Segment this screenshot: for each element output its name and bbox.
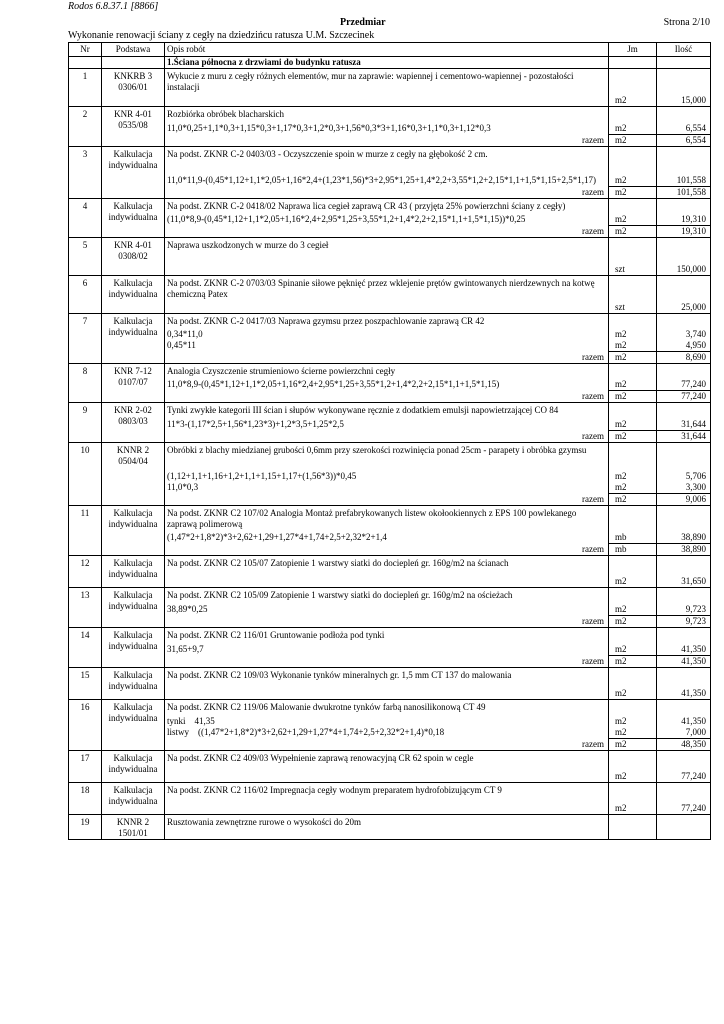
item-basis: KNNR 2 1501/01: [102, 815, 165, 840]
item-unit: [609, 700, 657, 717]
table-row: [69, 276, 711, 303]
item-number: 4: [69, 199, 102, 238]
program-version: Rodos 6.8.37.1 [8866]: [68, 1, 159, 12]
calc-unit: m2: [609, 431, 657, 443]
calc-quantity: 5,706: [657, 471, 711, 482]
table-row: [69, 364, 711, 380]
calc-quantity: 6,554: [657, 135, 711, 147]
calc-unit: m2: [609, 771, 657, 783]
column-header-opis: Opis robót: [165, 43, 609, 57]
calc-unit: m2: [609, 340, 657, 352]
page-number: Strona 2/10: [663, 17, 710, 28]
item-unit: [609, 107, 657, 124]
item-quantity: [657, 815, 711, 840]
sum-label: razem: [165, 616, 609, 628]
calc-row: [69, 727, 711, 739]
calc-quantity: 31,650: [657, 576, 711, 588]
item-description: Na podst. ZKNR C-2 0403/03 - Oczyszczenie spoin w murze z cegły na głębokość 2 cm.: [165, 147, 609, 176]
calc-unit: m2: [609, 494, 657, 506]
calc-row: [69, 604, 711, 616]
item-number: 9: [69, 403, 102, 443]
calc-formula: 11,0*0,25+1,1*0,3+1,15*0,3+1,17*0,3+1,2*0,3+1,56*0,3*3+1,16*0,3+1,1*0,3+1,12*0,3: [165, 123, 609, 135]
project-title: Wykonanie renowacji ściany z cegły na dziedzińcu ratusza U.M. Szczecinek: [68, 30, 375, 41]
column-header-podstawa: Podstawa: [102, 43, 165, 57]
table-row: [69, 314, 711, 330]
calc-unit: m2: [609, 123, 657, 135]
calc-unit: m2: [609, 135, 657, 147]
table-row: [69, 238, 711, 265]
item-basis: KNR 7-12 0107/07: [102, 364, 165, 403]
item-unit: [609, 276, 657, 303]
sum-label: razem: [165, 391, 609, 403]
calc-quantity: 19,310: [657, 226, 711, 238]
table-row: [69, 628, 711, 645]
item-number: 17: [69, 751, 102, 783]
item-quantity: [657, 751, 711, 772]
calc-row: [69, 419, 711, 431]
item-number: 15: [69, 668, 102, 700]
calc-unit: m2: [609, 656, 657, 668]
calc-quantity: 38,890: [657, 532, 711, 544]
calc-quantity: 38,890: [657, 544, 711, 556]
calc-quantity: 9,723: [657, 604, 711, 616]
calc-quantity: 101,558: [657, 187, 711, 199]
sum-row: [69, 187, 711, 199]
column-header-jm: Jm: [609, 43, 657, 57]
section-row: [69, 57, 711, 69]
item-basis: KNKRB 3 0306/01: [102, 69, 165, 107]
item-description: Rusztowania zewnętrzne rurowe o wysokości do 20m: [165, 815, 609, 840]
calc-formula: [165, 688, 609, 700]
item-quantity: [657, 668, 711, 689]
item-number: 13: [69, 588, 102, 628]
calc-formula: [165, 95, 609, 107]
calc-unit: szt: [609, 264, 657, 276]
item-number: 8: [69, 364, 102, 403]
calc-quantity: 77,240: [657, 803, 711, 815]
calc-formula: [165, 302, 609, 314]
calc-row: [69, 264, 711, 276]
calc-quantity: 31,644: [657, 431, 711, 443]
calc-quantity: 3,740: [657, 329, 711, 340]
calc-unit: m2: [609, 95, 657, 107]
table-row: [69, 403, 711, 420]
item-unit: [609, 783, 657, 804]
item-quantity: [657, 556, 711, 577]
sum-label: razem: [165, 494, 609, 506]
calc-quantity: 6,554: [657, 123, 711, 135]
calc-unit: m2: [609, 616, 657, 628]
calc-formula: 11*3-(1,17*2,5+1,56*1,23*3)+1,2*3,5+1,25*2,5: [165, 419, 609, 431]
item-quantity: [657, 314, 711, 330]
calc-quantity: 4,950: [657, 340, 711, 352]
sum-label: razem: [165, 739, 609, 751]
table-row: [69, 700, 711, 717]
calc-quantity: 77,240: [657, 391, 711, 403]
calc-quantity: 9,006: [657, 494, 711, 506]
item-quantity: [657, 147, 711, 176]
sum-row: [69, 739, 711, 751]
calc-row: [69, 482, 711, 494]
calc-row: [69, 123, 711, 135]
item-basis: KNNR 2 0504/04: [102, 443, 165, 506]
item-quantity: [657, 588, 711, 605]
item-basis: Kalkulacja indywidualna: [102, 314, 165, 364]
calc-row: [69, 688, 711, 700]
calc-unit: m2: [609, 214, 657, 226]
sum-label: razem: [165, 187, 609, 199]
item-description: Na podst. ZKNR C2 409/03 Wypełnienie zaprawą renowacyjną CR 62 spoin w cegle: [165, 751, 609, 772]
calc-row: [69, 329, 711, 340]
calc-row: [69, 771, 711, 783]
item-unit: [609, 364, 657, 380]
column-header-ilosc: Ilość: [657, 43, 711, 57]
calc-formula: 11,0*11,9-(0,45*1,12+1,1*2,05+1,16*2,4+(1,23*1,56)*3+2,95*1,25+1,4*2,2+3,55*1,2+2,15*1,1+1,5*1,15+2,5*1,17): [165, 175, 609, 187]
item-quantity: [657, 783, 711, 804]
sum-row: [69, 494, 711, 506]
table-row: [69, 815, 711, 840]
calc-row: [69, 302, 711, 314]
calc-quantity: 41,350: [657, 644, 711, 656]
calc-quantity: 31,644: [657, 419, 711, 431]
calc-unit: m2: [609, 644, 657, 656]
item-quantity: [657, 238, 711, 265]
calc-formula: 31,65+9,7: [165, 644, 609, 656]
sum-row: [69, 656, 711, 668]
calc-formula: [165, 264, 609, 276]
item-number: 16: [69, 700, 102, 751]
calc-unit: szt: [609, 302, 657, 314]
calc-row: [69, 803, 711, 815]
calc-row: [69, 95, 711, 107]
calc-row: [69, 175, 711, 187]
item-description: Na podst. ZKNR C-2 0417/03 Naprawa gzymsu przez poszpachlowanie zaprawą CR 42: [165, 314, 609, 330]
calc-unit: m2: [609, 604, 657, 616]
calc-quantity: 48,350: [657, 739, 711, 751]
item-number: 14: [69, 628, 102, 668]
calc-unit: m2: [609, 576, 657, 588]
calc-formula: [165, 576, 609, 588]
item-quantity: [657, 443, 711, 472]
sum-row: [69, 391, 711, 403]
table-row: [69, 107, 711, 124]
calc-unit: m2: [609, 226, 657, 238]
item-basis: Kalkulacja indywidualna: [102, 700, 165, 751]
table-row: [69, 147, 711, 176]
calc-quantity: 150,000: [657, 264, 711, 276]
item-quantity: [657, 276, 711, 303]
item-basis: Kalkulacja indywidualna: [102, 556, 165, 588]
table-row: [69, 668, 711, 689]
item-unit: [609, 443, 657, 472]
item-unit: [609, 815, 657, 840]
calc-row: [69, 471, 711, 482]
item-number: 10: [69, 443, 102, 506]
item-basis: KNR 4-01 0535/08: [102, 107, 165, 147]
calc-unit: mb: [609, 544, 657, 556]
section-title: 1.Ściana północna z drzwiami do budynku ratusza: [165, 57, 609, 69]
calc-quantity: 41,350: [657, 716, 711, 727]
item-unit: [609, 147, 657, 176]
calc-unit: m2: [609, 482, 657, 494]
sum-row: [69, 544, 711, 556]
table-row: [69, 783, 711, 804]
item-unit: [609, 556, 657, 577]
calc-unit: m2: [609, 739, 657, 751]
item-unit: [609, 199, 657, 215]
item-unit: [609, 668, 657, 689]
item-quantity: [657, 364, 711, 380]
calc-row: [69, 532, 711, 544]
calc-quantity: 7,000: [657, 727, 711, 739]
item-basis: Kalkulacja indywidualna: [102, 147, 165, 199]
item-quantity: [657, 199, 711, 215]
calc-unit: m2: [609, 187, 657, 199]
item-description: Obróbki z blachy miedzianej grubości 0,6mm przy szerokości rozwinięcia ponad 25cm - parapety i obróbka gzymsu: [165, 443, 609, 472]
calc-quantity: 25,000: [657, 302, 711, 314]
calc-formula: (1,12+1,1+1,16+1,2+1,1+1,15+1,17+(1,56*3))*0,45: [165, 471, 609, 482]
item-basis: Kalkulacja indywidualna: [102, 783, 165, 815]
item-description: Na podst. ZKNR C2 105/09 Zatopienie 1 warstwy siatki do dociepleń gr. 160g/m2 na ościeżach: [165, 588, 609, 605]
item-unit: [609, 506, 657, 533]
calc-formula: tynki 41,35: [165, 716, 609, 727]
sum-label: razem: [165, 656, 609, 668]
item-basis: Kalkulacja indywidualna: [102, 668, 165, 700]
cost-estimate-table: [68, 42, 711, 840]
calc-formula: (11,0*8,9-(0,45*1,12+1,1*2,05+1,16*2,4+2,95*1,25+3,55*1,2+1,4*2,2+2,15*1,1+1,5*1,15))*0,25: [165, 214, 609, 226]
item-quantity: [657, 628, 711, 645]
calc-quantity: 41,350: [657, 688, 711, 700]
calc-unit: m2: [609, 379, 657, 391]
table-row: [69, 69, 711, 96]
sum-label: razem: [165, 352, 609, 364]
calc-formula: listwy ((1,47*2+1,8*2)*3+2,62+1,29+1,27*4+1,74+2,5+2,32*2+1,4)*0,18: [165, 727, 609, 739]
item-basis: Kalkulacja indywidualna: [102, 276, 165, 314]
item-description: Rozbiórka obróbek blacharskich: [165, 107, 609, 124]
document-title: Przedmiar: [340, 17, 386, 28]
item-number: 11: [69, 506, 102, 556]
item-number: 12: [69, 556, 102, 588]
calc-unit: m2: [609, 688, 657, 700]
calc-unit: m2: [609, 716, 657, 727]
item-unit: [609, 628, 657, 645]
item-description: Naprawa uszkodzonych w murze do 3 cegieł: [165, 238, 609, 265]
calc-quantity: 77,240: [657, 379, 711, 391]
calc-quantity: 3,300: [657, 482, 711, 494]
sum-label: razem: [165, 544, 609, 556]
item-quantity: [657, 403, 711, 420]
calc-formula: [165, 803, 609, 815]
table-row: [69, 443, 711, 472]
item-unit: [609, 403, 657, 420]
item-number: 5: [69, 238, 102, 276]
item-number: 2: [69, 107, 102, 147]
calc-quantity: 101,558: [657, 175, 711, 187]
table-row: [69, 556, 711, 577]
calc-unit: m2: [609, 329, 657, 340]
item-unit: [609, 314, 657, 330]
item-basis: KNR 2-02 0803/03: [102, 403, 165, 443]
item-quantity: [657, 506, 711, 533]
calc-unit: m2: [609, 352, 657, 364]
calc-quantity: 15,000: [657, 95, 711, 107]
item-basis: Kalkulacja indywidualna: [102, 506, 165, 556]
table-header-row: [69, 43, 711, 57]
item-description: Na podst. ZKNR C2 107/02 Analogia Montaż prefabrykowanych listew okołookiennych z EPS 100 powlekanego zaprawą polimerową: [165, 506, 609, 533]
item-number: 3: [69, 147, 102, 199]
item-unit: [609, 238, 657, 265]
item-quantity: [657, 700, 711, 717]
calc-formula: 11,0*8,9-(0,45*1,12+1,1*2,05+1,16*2,4+2,95*1,25+3,55*1,2+1,4*2,2+2,15*1,1+1,5*1,15): [165, 379, 609, 391]
calc-row: [69, 214, 711, 226]
table-row: [69, 751, 711, 772]
item-description: Na podst. ZKNR C-2 0703/03 Spinanie siłowe pęknięć przez wklejenie prętów gwintowanych nierdzewnych na kotwę chemiczną Patex: [165, 276, 609, 303]
calc-quantity: 19,310: [657, 214, 711, 226]
item-number: 18: [69, 783, 102, 815]
item-description: Tynki zwykłe kategorii III ścian i słupów wykonywane ręcznie z dodatkiem emulsji napowietrzającej CO 84: [165, 403, 609, 420]
sum-label: razem: [165, 135, 609, 147]
item-unit: [609, 588, 657, 605]
calc-unit: m2: [609, 803, 657, 815]
item-number: 1: [69, 69, 102, 107]
sum-row: [69, 431, 711, 443]
calc-row: [69, 379, 711, 391]
calc-row: [69, 340, 711, 352]
calc-formula: [165, 771, 609, 783]
calc-quantity: 41,350: [657, 656, 711, 668]
sum-label: razem: [165, 226, 609, 238]
calc-formula: 38,89*0,25: [165, 604, 609, 616]
item-basis: Kalkulacja indywidualna: [102, 199, 165, 238]
calc-formula: 11,0*0,3: [165, 482, 609, 494]
item-quantity: [657, 69, 711, 96]
item-basis: Kalkulacja indywidualna: [102, 628, 165, 668]
item-description: Wykucie z muru z cegły różnych elementów, mur na zaprawie: wapiennej i cementowo-wapiennej - pozostałości instalacji: [165, 69, 609, 96]
item-number: 6: [69, 276, 102, 314]
item-unit: [609, 69, 657, 96]
calc-quantity: 77,240: [657, 771, 711, 783]
item-description: Analogia Czyszczenie strumieniowo ścierne powierzchni cegły: [165, 364, 609, 380]
calc-unit: m2: [609, 175, 657, 187]
item-number: 19: [69, 815, 102, 840]
item-basis: Kalkulacja indywidualna: [102, 588, 165, 628]
item-description: Na podst. ZKNR C2 119/06 Malowanie dwukrotne tynków farbą nanosilikonową CT 49: [165, 700, 609, 717]
calc-quantity: 8,690: [657, 352, 711, 364]
calc-unit: m2: [609, 727, 657, 739]
item-number: 7: [69, 314, 102, 364]
calc-row: [69, 644, 711, 656]
calc-row: [69, 716, 711, 727]
item-description: Na podst. ZKNR C-2 0418/02 Naprawa lica cegieł zaprawą CR 43 ( przyjęta 25% powierzchni ściany z cegły): [165, 199, 609, 215]
calc-formula: (1,47*2+1,8*2)*3+2,62+1,29+1,27*4+1,74+2,5+2,32*2+1,4: [165, 532, 609, 544]
sum-label: razem: [165, 431, 609, 443]
sum-row: [69, 135, 711, 147]
item-basis: Kalkulacja indywidualna: [102, 751, 165, 783]
item-unit: [609, 751, 657, 772]
item-quantity: [657, 107, 711, 124]
calc-unit: m2: [609, 419, 657, 431]
calc-row: [69, 576, 711, 588]
item-description: Na podst. ZKNR C2 116/01 Gruntowanie podłoża pod tynki: [165, 628, 609, 645]
item-description: Na podst. ZKNR C2 105/07 Zatopienie 1 warstwy siatki do dociepleń gr. 160g/m2 na ścianach: [165, 556, 609, 577]
calc-formula: 0,45*11: [165, 340, 609, 352]
column-header-nr: Nr: [69, 43, 102, 57]
item-basis: KNR 4-01 0308/02: [102, 238, 165, 276]
calc-unit: mb: [609, 532, 657, 544]
item-description: Na podst. ZKNR C2 116/02 Impregnacja cegły wodnym preparatem hydrofobizującym CT 9: [165, 783, 609, 804]
table-row: [69, 506, 711, 533]
table-row: [69, 199, 711, 215]
sum-row: [69, 226, 711, 238]
table-row: [69, 588, 711, 605]
item-description: Na podst. ZKNR C2 109/03 Wykonanie tynków mineralnych gr. 1,5 mm CT 137 do malowania: [165, 668, 609, 689]
calc-unit: m2: [609, 471, 657, 482]
calc-unit: m2: [609, 391, 657, 403]
calc-formula: 0,34*11,0: [165, 329, 609, 340]
sum-row: [69, 616, 711, 628]
sum-row: [69, 352, 711, 364]
calc-quantity: 9,723: [657, 616, 711, 628]
